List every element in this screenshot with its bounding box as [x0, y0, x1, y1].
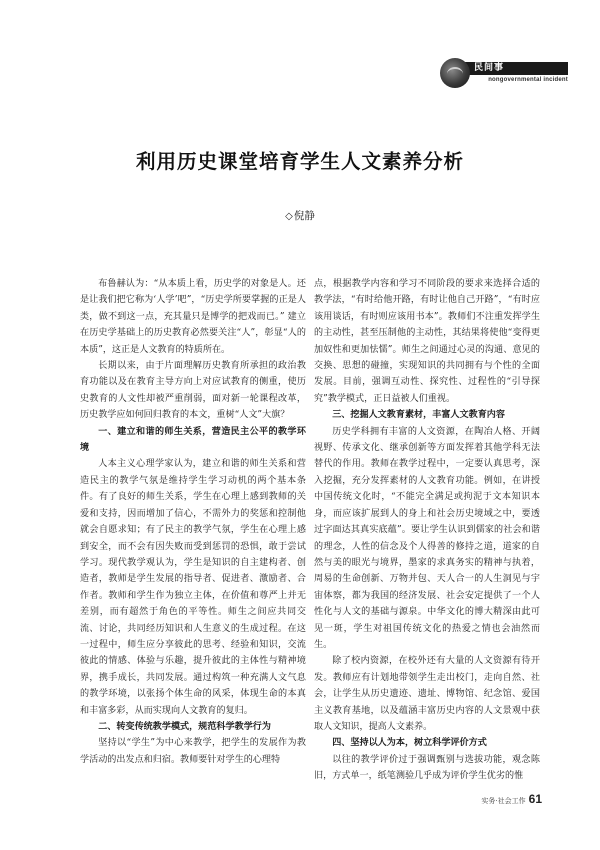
diamond-icon: ◇	[285, 211, 293, 222]
paragraph: 长期以来，由于片面理解历史教育所承担的政治教育功能以及在教育主导方向上对应试教育的侧重，使历史教育的人文性却被严重削弱，面对新一轮课程改革，历史教学应如何回归教育的本文，重树“人文”大旗？	[80, 361, 306, 421]
left-column	[80, 276, 306, 796]
section-heading: 四、坚持以人为本，树立科学评价方式	[332, 738, 487, 749]
section-name-cn: 民间事	[474, 63, 505, 73]
article-title: 利用历史课堂培育学生人文素养分析	[135, 150, 464, 173]
paragraph: 以往的教学评价过于强调甄别与选拔功能，观念陈旧，方式单一，纸笔测验几乎成为评价学生优劣的惟	[314, 754, 540, 782]
author-name: 倪静	[293, 210, 315, 222]
paragraph: 坚持以“学生”为中心来教学，把学生的发展作为教学活动的出发点和归宿。教师要针对学生的心理特	[80, 738, 306, 765]
section-name-en: nongovernmental incident	[488, 77, 568, 83]
section-heading: 一、建立和谐的师生关系，营造民主公平的教学环境	[80, 426, 306, 454]
page-number: 61	[528, 792, 542, 806]
paragraph: 点，根据教学内容和学习不同阶段的要求来选择合适的教学法，“有时给他开路，有时让他自己开路”，“有时应该用谈话，有时则应该用书本”。教师们不注重发挥学生的主动性，甚至压制他的主动性，其结果将使他“变得更加奴性和更加怯懦”。师生之间通过心灵的沟通、意见的交换、思想的碰撞，实现知识的共同拥有与个性的全面发展。目前，强调互动性、探究性、过程性的“引导探究”教学模式，正日益被人们重视。	[314, 279, 540, 404]
paragraph: 人本主义心理学家认为，建立和谐的师生关系和营造民主的教学气氛是维持学生学习动机的两个基本条件。有了良好的师生关系，学生在心理上感到教师的关爱和支持，因而增加了信心，不需外力的奖惩和控制他就会自愿求知；有了民主的教学气氛，学生在心理上感到安全，而不会有因失败而受到惩罚的恐惧，敢于尝试学习。现代教学观认为，学生是知识的自主建构者、创造者，教师是学生发展的指导者、促进者、激励者、合作者。教师和学生作为独立主体，在价值和尊严上并无差别，而有超然于角色的平等性。师生之间应共同交流、讨论，共同经历知识和人生意义的生成过程。在这一过程中，师生应分享彼此的思考、经验和知识，交流彼此的情感、体验与乐趣，提升彼此的主体性与精神境界，携手成长，共同发展。通过构筑一种充满人文气息的教学环境，以张扬个体生命的风采，体现生命的本真和丰富多彩，从而实现向人文教育的复归。	[80, 459, 306, 716]
author-line	[0, 208, 600, 223]
page-footer	[430, 792, 542, 806]
section-heading: 二、转变传统教学模式，规范科学教学行为	[98, 721, 271, 732]
right-column	[314, 276, 540, 796]
section-heading: 三、挖掘人文教育素材，丰富人文教育内容	[332, 410, 505, 421]
paragraph: 除了校内资源，在校外还有大量的人文资源有待开发。教师应有计划地带领学生走出校门，走向自然、社会，让学生从历史遗迹、遗址、博物馆、纪念馆、爱国主义教育基地，以及蕴涵丰富历史内容的人文景观中获取人文知识，提高人文素养。	[314, 656, 540, 732]
section-badge	[440, 56, 568, 94]
paragraph: 布鲁赫认为：“从本质上看，历史学的对象是人。还是让我们把它称为‘人学’吧”，“历史学所要掌握的正是人类，做不到这一点，充其量只是博学的把戏而已。” 建立在历史学基础上的历史教育必然要关注“人”，彰显“人的本质”，这正是人文教育的特质所在。	[80, 279, 306, 355]
journal-name: 实务·社会工作	[481, 797, 526, 805]
paragraph: 历史学科拥有丰富的人文资源，在陶冶人格、开阔视野、传承文化、继承创新等方面发挥着其他学科无法替代的作用。教师在教学过程中，一定要认真思考，深入挖掘，充分发挥素材的人文教育功能。例如，在讲授中国传统文化时，“不能完全满足或拘泥于文本知识本身，而应该扩展到人的身上和社会历史境域之中，要透过字面达其真实底蕴”。要让学生认识到儒家的社会和谐的理念，人性的信念及个人得善的修持之道，道家的自然与美的眼光与境界，墨家的求真务实的精神与执着，周易的生命创新、万物并包、天人合一的人生洞见与宇宙体察，都为我国的经济发展、社会安定提供了一个人性化与人文的基础与源泉。中华文化的博大精深由此可见一斑，学生对祖国传统文化的热爱之情也会油然而生。	[314, 426, 540, 650]
section-emblem-icon	[440, 58, 470, 88]
